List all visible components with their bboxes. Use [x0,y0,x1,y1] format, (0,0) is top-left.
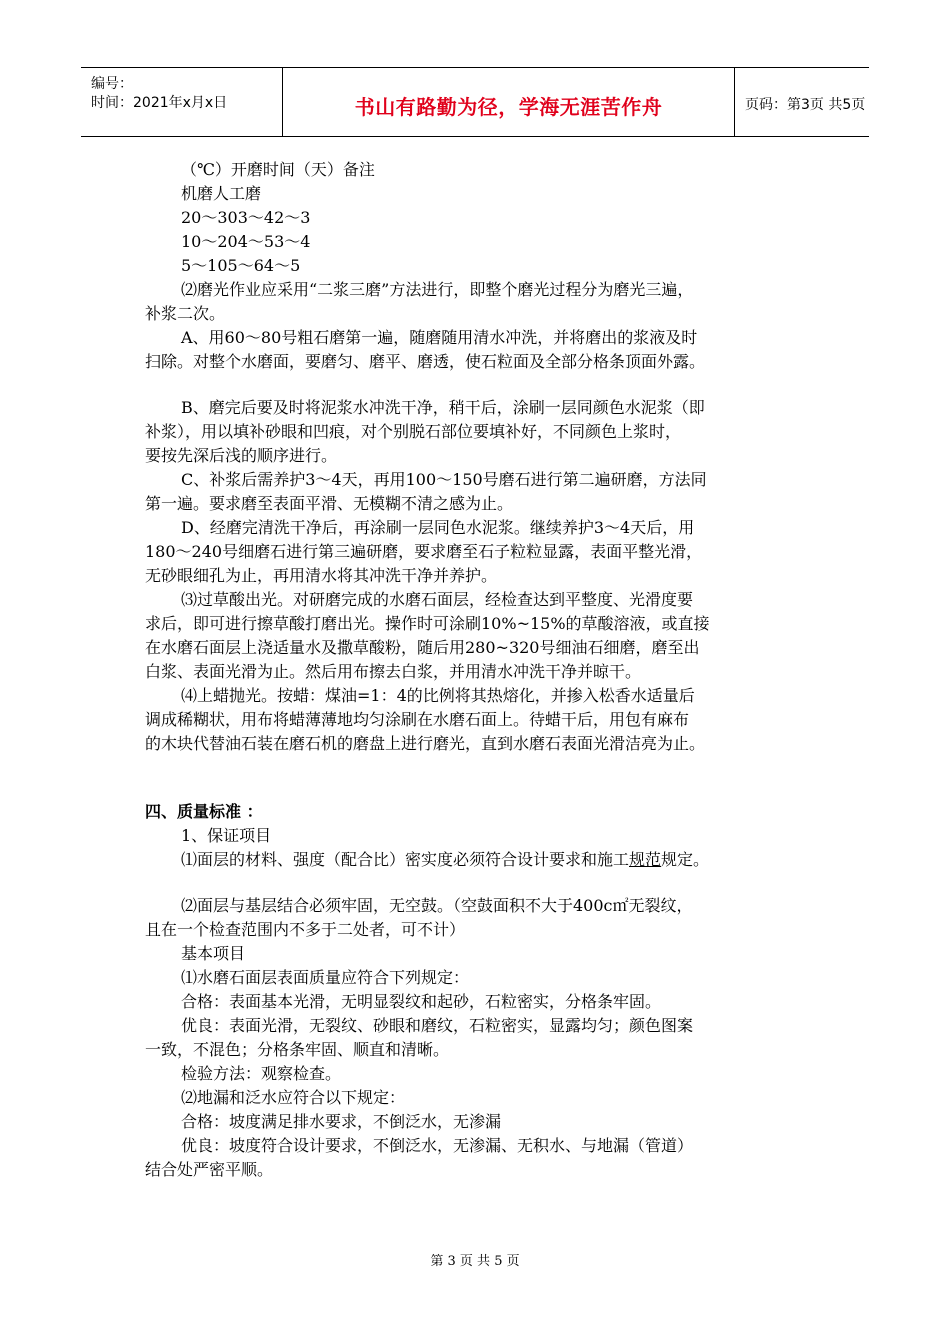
paragraph-line: A、用60～80号粗石磨第一遍，随磨随用清水冲洗，并将磨出的浆液及时 [181,328,698,347]
paragraph-line [145,848,825,872]
spacer [145,374,825,396]
section-heading: 四、质量标准 ： [145,802,263,821]
text-run: ⑴面层的材料、强度（配合比）密实度必须符合设计要求和施工 [181,850,630,869]
underlined-term: 规范 [629,850,662,869]
paragraph-line: 20～303～42～3 [181,208,311,227]
paragraph-line: ⑵面层与基层结合必须牢固，无空鼓。（空鼓面积不大于400c㎡无裂纹， [181,896,693,915]
header-page-number: 页码：第3页 共5页 [745,97,866,113]
paragraph-line: 第一遍。要求磨至表面平滑、无模糊不清之感为止。 [145,494,514,513]
paragraph-line: 优良：坡度符合设计要求，不倒泛水，无渗漏、无积水、与地漏（管道） [181,1136,694,1155]
paragraph-line: 检验方法：观察检查。 [181,1064,342,1083]
paragraph-line: ⑶过草酸出光。对研磨完成的水磨石面层，经检查达到平整度、光滑度要 [181,590,694,609]
paragraph-line: 补浆），用以填补砂眼和凹痕，对个别脱石部位要填补好，不同颜色上浆时， [145,422,682,441]
paragraph-line: 要按先深后浅的顺序进行。 [145,446,338,465]
text-run: 规定。 [661,850,710,869]
paragraph-line: 一致，不混色；分格条牢固、顺直和清晰。 [145,1040,450,1059]
document-date: 时间：2021年x月x日 [91,95,228,111]
paragraph-line: ⑷上蜡抛光。按蜡：煤油=1：4的比例将其热熔化，并掺入松香水适量后 [181,686,695,705]
paragraph-line: 结合处严密平顺。 [145,1160,274,1179]
paragraph-line: 补浆二次。 [145,304,226,323]
paragraph-line: ⑵地漏和泛水应符合以下规定： [181,1088,406,1107]
document-number: 编号： [91,76,133,92]
paragraph-line: 无砂眼细孔为止，再用清水将其冲洗干净并养护。 [145,566,498,585]
page-footer: 第 3 页 共 5 页 [430,1254,520,1269]
paragraph-line: D、经磨完清洗干净后，再涂刷一层同色水泥浆。继续养护3～4天后，用 [181,518,695,537]
paragraph-line: 10～204～53～4 [181,232,311,251]
paragraph-line: 白浆、表面光滑为止。然后用布擦去白浆，并用清水冲洗干净并晾干。 [145,662,642,681]
paragraph-line: 180～240号细磨石进行第三遍研磨，要求磨至石子粒粒显露，表面平整光滑， [145,542,703,561]
document-body [145,158,825,1182]
paragraph-line: 且在一个检查范围内不多于二处者，可不计） [145,920,466,939]
paragraph-line: ⑵磨光作业应采用“二浆三磨”方法进行，即整个磨光过程分为磨光三遍， [181,280,694,299]
header-motto-cell [282,68,735,136]
paragraph-line: B、磨完后要及时将泥浆水冲洗干净，稍干后，涂刷一层同颜色水泥浆（即 [181,398,705,417]
paragraph-line: 合格：坡度满足排水要求，不倒泛水，无渗漏 [181,1112,502,1131]
paragraph-line: （℃）开磨时间（天）备注 [181,160,375,179]
header-motto: 书山有路勤为径，学海无涯苦作舟 [354,95,663,119]
paragraph-line: 在水磨石面层上浇适量水及撒草酸粉，随后用280~320号细油石细磨，磨至出 [145,638,700,657]
header-meta [81,68,282,136]
paragraph-line: 调成稀糊状，用布将蜡薄薄地均匀涂刷在水磨石面上。待蜡干后，用包有麻布 [145,710,690,729]
paragraph-line: ⑴水磨石面层表面质量应符合下列规定： [181,968,470,987]
spacer [145,872,825,894]
spacer [145,756,825,800]
paragraph-line: 的木块代替油石装在磨石机的磨盘上进行磨光，直到水磨石表面光滑洁亮为止。 [145,734,706,753]
paragraph-line: 合格：表面基本光滑，无明显裂纹和起砂，石粒密实，分格条牢固。 [181,992,662,1011]
paragraph-line: C、补浆后需养护3～4天，再用100～150号磨石进行第二遍研磨，方法同 [181,470,707,489]
paragraph-line: 扫除。对整个水磨面，要磨匀、磨平、磨透，使石粒面及全部分格条顶面外露。 [145,352,706,371]
paragraph-line: 基本项目 [181,944,246,963]
paragraph-line: 求后，即可进行擦草酸打磨出光。操作时可涂刷10%~15%的草酸溶液，或直接 [145,614,710,633]
paragraph-line: 1、保证项目 [181,826,272,845]
paragraph-line: 5～105～64～5 [181,256,301,275]
page-header [81,67,869,137]
paragraph-line: 优良：表面光滑，无裂纹、砂眼和磨纹，石粒密实，显露均匀；颜色图案 [181,1016,694,1035]
paragraph-line: 机磨人工磨 [181,184,262,203]
